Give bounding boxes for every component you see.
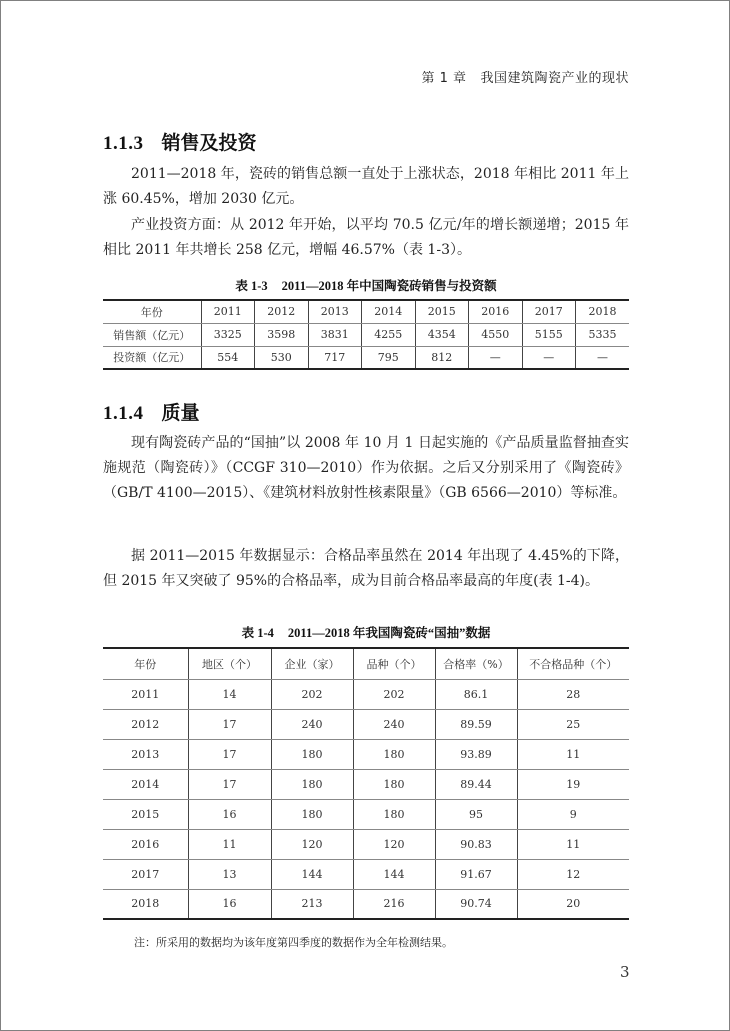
header-cell: 2015 bbox=[415, 300, 469, 323]
table-row bbox=[103, 709, 629, 739]
table-cell: 90.74 bbox=[435, 889, 517, 919]
table-cell: 5335 bbox=[576, 323, 630, 346]
paragraph-quality-standards: 现有陶瓷砖产品的“国抽”以 2008 年 10 月 1 日起实施的《产品质量监督抽查实施规范（陶瓷砖）》（CCGF 310—2010）作为依据。之后又分别采用了《陶瓷砖》（GB/T 4100—2015）、《建筑材料放射性核素限量》（GB 6566—2010）等标准。 bbox=[103, 435, 629, 501]
table-1-3-caption bbox=[1, 276, 730, 294]
year-cell: 2011 bbox=[103, 679, 188, 709]
table-note: 注：所采用的数据均为该年度第四季度的数据作为全年检测结果。 bbox=[134, 936, 453, 949]
running-head-title: 我国建筑陶瓷产业的现状 bbox=[480, 71, 629, 86]
table-cell: 11 bbox=[517, 739, 629, 769]
page-number: 3 bbox=[620, 963, 630, 981]
header-cell: 2012 bbox=[255, 300, 309, 323]
table-row bbox=[103, 346, 629, 369]
header-cell: 不合格品种（个） bbox=[517, 648, 629, 679]
table-cell: 554 bbox=[201, 346, 255, 369]
row-label: 销售额（亿元） bbox=[103, 323, 201, 346]
section-heading-1-1-4 bbox=[103, 398, 200, 425]
section-heading-1-1-3 bbox=[103, 128, 257, 155]
table-row bbox=[103, 829, 629, 859]
year-cell: 2016 bbox=[103, 829, 188, 859]
table-cell: 4354 bbox=[415, 323, 469, 346]
table-row bbox=[103, 859, 629, 889]
table-cell: 120 bbox=[271, 829, 353, 859]
table-1-3-sales-investment bbox=[103, 299, 629, 370]
table-1-4-quality-inspection bbox=[103, 647, 629, 920]
table-cell: 17 bbox=[188, 739, 271, 769]
header-cell: 品种（个） bbox=[353, 648, 435, 679]
table-cell: 4550 bbox=[469, 323, 523, 346]
table-cell: 11 bbox=[517, 829, 629, 859]
table-cell: 180 bbox=[271, 799, 353, 829]
table-cell: 13 bbox=[188, 859, 271, 889]
table-cell: 86.1 bbox=[435, 679, 517, 709]
table-title: 2011—2018 年中国陶瓷砖销售与投资额 bbox=[281, 279, 497, 293]
table-cell: — bbox=[522, 346, 576, 369]
table-cell: 144 bbox=[271, 859, 353, 889]
table-cell: 91.67 bbox=[435, 859, 517, 889]
table-cell: — bbox=[576, 346, 630, 369]
table-cell: 4255 bbox=[362, 323, 416, 346]
table-cell: 240 bbox=[271, 709, 353, 739]
year-cell: 2013 bbox=[103, 739, 188, 769]
year-cell: 2018 bbox=[103, 889, 188, 919]
table-cell: 180 bbox=[271, 739, 353, 769]
table-cell: 11 bbox=[188, 829, 271, 859]
section-number: 1.1.4 bbox=[103, 403, 144, 424]
header-cell: 2013 bbox=[308, 300, 362, 323]
table-cell: 180 bbox=[353, 799, 435, 829]
section-number: 1.1.3 bbox=[103, 133, 144, 154]
table-cell: 3598 bbox=[255, 323, 309, 346]
table-cell: 717 bbox=[308, 346, 362, 369]
section-title: 销售及投资 bbox=[161, 133, 257, 154]
table-cell: 95 bbox=[435, 799, 517, 829]
table-cell: 17 bbox=[188, 709, 271, 739]
table-cell: 530 bbox=[255, 346, 309, 369]
year-cell: 2017 bbox=[103, 859, 188, 889]
year-cell: 2015 bbox=[103, 799, 188, 829]
table-row bbox=[103, 799, 629, 829]
table-cell: 240 bbox=[353, 709, 435, 739]
table-cell: 93.89 bbox=[435, 739, 517, 769]
table-cell: 144 bbox=[353, 859, 435, 889]
table-cell: 812 bbox=[415, 346, 469, 369]
table-cell: 213 bbox=[271, 889, 353, 919]
table-row bbox=[103, 323, 629, 346]
paragraph-sales: 2011—2018 年，瓷砖的销售总额一直处于上涨状态，2018 年相比 2011 年上涨 60.45%，增加 2030 亿元。 bbox=[103, 166, 629, 207]
table-cell: 180 bbox=[353, 739, 435, 769]
table-row bbox=[103, 679, 629, 709]
running-head bbox=[421, 67, 629, 86]
table-cell: 180 bbox=[271, 769, 353, 799]
table-cell: 202 bbox=[353, 679, 435, 709]
table-cell: 17 bbox=[188, 769, 271, 799]
header-cell: 年份 bbox=[103, 648, 188, 679]
table-cell: 19 bbox=[517, 769, 629, 799]
header-cell: 2011 bbox=[201, 300, 255, 323]
table-cell: 90.83 bbox=[435, 829, 517, 859]
header-cell: 年份 bbox=[103, 300, 201, 323]
table-cell: 795 bbox=[362, 346, 416, 369]
header-cell: 地区（个） bbox=[188, 648, 271, 679]
header-cell: 企业（家） bbox=[271, 648, 353, 679]
header-cell: 2014 bbox=[362, 300, 416, 323]
header-cell: 2016 bbox=[469, 300, 523, 323]
table-cell: 89.59 bbox=[435, 709, 517, 739]
header-cell: 合格率（%） bbox=[435, 648, 517, 679]
table-cell: 120 bbox=[353, 829, 435, 859]
table-cell: 3325 bbox=[201, 323, 255, 346]
table-cell: 14 bbox=[188, 679, 271, 709]
table-cell: 216 bbox=[353, 889, 435, 919]
table-cell: 20 bbox=[517, 889, 629, 919]
paragraph-quality-data: 据 2011—2015 年数据显示：合格品率虽然在 2014 年出现了 4.45%的下降，但 2015 年又突破了 95%的合格品率，成为目前合格品率最高的年度(表 1-4)。 bbox=[103, 548, 629, 589]
paragraph-investment: 产业投资方面：从 2012 年开始，以平均 70.5 亿元/年的增长额递增；2015 年相比 2011 年共增长 258 亿元，增幅 46.57%（表 1-3）。 bbox=[103, 217, 629, 258]
table-cell: 202 bbox=[271, 679, 353, 709]
year-cell: 2012 bbox=[103, 709, 188, 739]
table-cell: 12 bbox=[517, 859, 629, 889]
table-number: 表 1-3 bbox=[235, 279, 268, 293]
table-row bbox=[103, 739, 629, 769]
table-cell: 9 bbox=[517, 799, 629, 829]
table-cell: 16 bbox=[188, 799, 271, 829]
table-header-row bbox=[103, 300, 629, 323]
table-cell: — bbox=[469, 346, 523, 369]
table-cell: 28 bbox=[517, 679, 629, 709]
section-title: 质量 bbox=[161, 403, 200, 424]
table-cell: 180 bbox=[353, 769, 435, 799]
table-1-4-caption bbox=[1, 623, 730, 641]
table-cell: 89.44 bbox=[435, 769, 517, 799]
header-cell: 2017 bbox=[522, 300, 576, 323]
table-title: 2011—2018 年我国陶瓷砖“国抽”数据 bbox=[287, 626, 491, 640]
table-cell: 5155 bbox=[522, 323, 576, 346]
running-head-chapter: 第 1 章 bbox=[421, 71, 467, 86]
table-cell: 25 bbox=[517, 709, 629, 739]
row-label: 投资额（亿元） bbox=[103, 346, 201, 369]
table-row bbox=[103, 769, 629, 799]
table-cell: 16 bbox=[188, 889, 271, 919]
table-row bbox=[103, 889, 629, 919]
table-number: 表 1-4 bbox=[241, 626, 274, 640]
table-header-row bbox=[103, 648, 629, 679]
year-cell: 2014 bbox=[103, 769, 188, 799]
table-body bbox=[103, 679, 629, 919]
table-cell: 3831 bbox=[308, 323, 362, 346]
header-cell: 2018 bbox=[576, 300, 630, 323]
